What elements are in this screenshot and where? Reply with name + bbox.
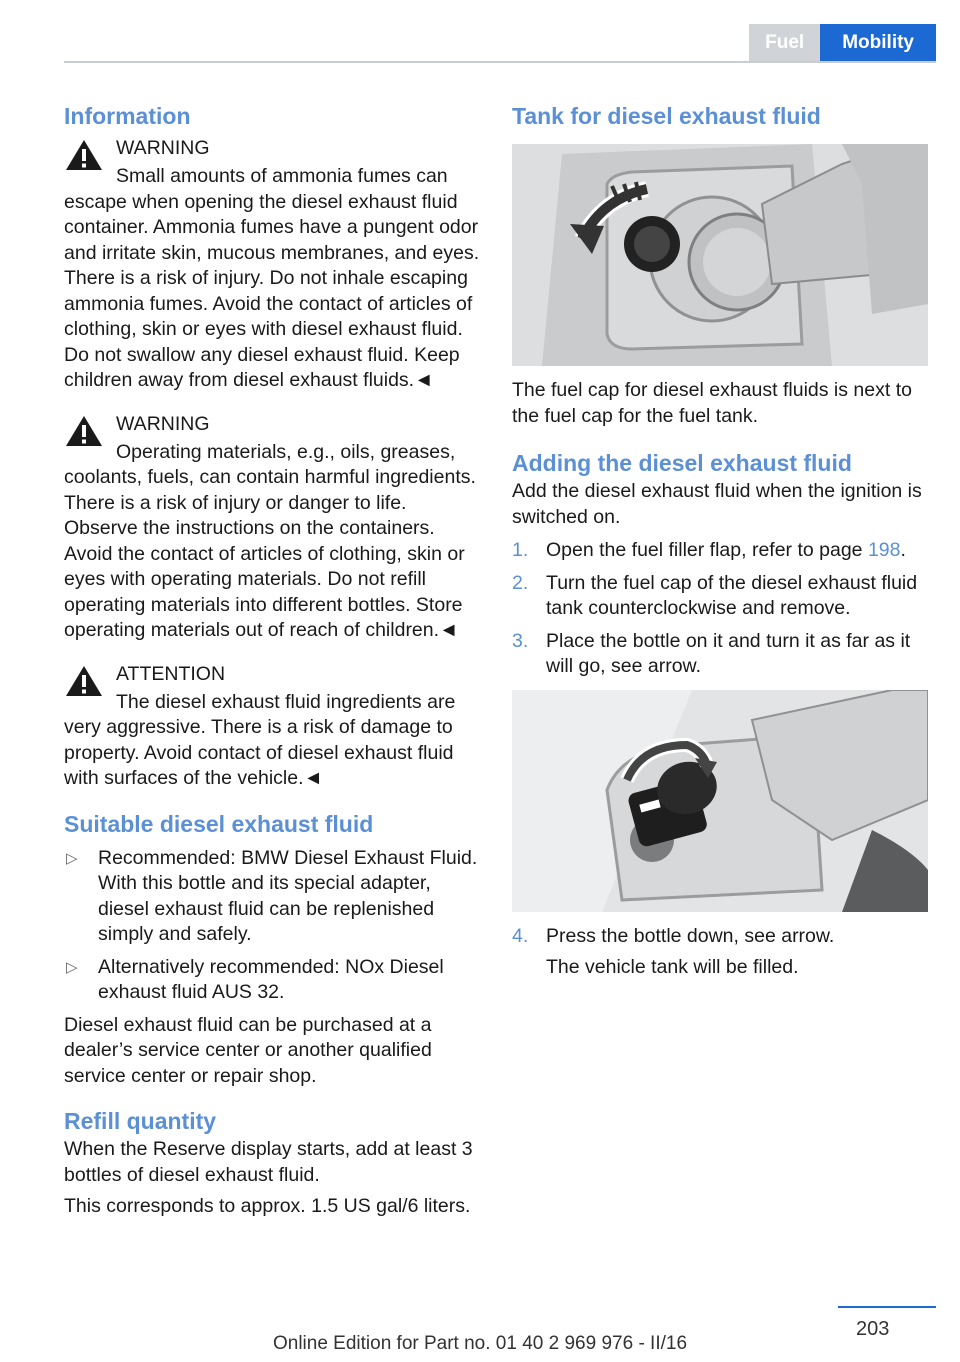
attention-notice [64, 658, 480, 792]
tank-heading: Tank for diesel exhaust fluid [512, 103, 821, 129]
information-heading: Information [64, 103, 191, 129]
step-item: 1. Open the fuel filler flap, refer to page 198. [512, 539, 906, 561]
section-tabs [749, 24, 936, 62]
bottle-photo [512, 690, 928, 912]
edition-footer: Online Edition for Part no. 01 40 2 969 976 - II/16 [272, 1333, 688, 1354]
left-column [64, 100, 480, 1220]
refill-text-liters: This corresponds to approx. 1.5 US gal/6 liters. [64, 1195, 471, 1217]
footer-rule [838, 1306, 936, 1308]
refill-text: When the Reserve display starts, add at least 3 bottles of diesel exhaust fluid. [64, 1138, 473, 1186]
adding-intro: Add the diesel exhaust fluid when the ignition is switched on. [512, 480, 922, 528]
notice-text: The diesel exhaust fluid ingredients are very aggressive. There is a risk of damage to property. Avoid contact of diesel exhaust fluid with surfaces of the vehicle.◄ [64, 690, 456, 789]
step-item: 2. Turn the fuel cap of the diesel exhaust fluid tank counterclockwise and remove. [512, 571, 918, 619]
warning-icon [64, 138, 104, 172]
warning-notice-1 [64, 132, 480, 394]
warning-notice-2 [64, 408, 480, 644]
right-column [512, 100, 928, 988]
notice-label: ATTENTION [116, 662, 226, 685]
list-item: ▷ Alternatively recommended: NOx Diesel exhaust fluid AUS 32. [66, 955, 444, 1003]
notice-text: Small amounts of ammonia fumes can escape when opening the diesel exhaust fluid container. Ammonia fumes have a pungent odor and irritate skin, mucous membranes, and eyes. There is a risk of injury. Do not inhale escaping ammonia fumes. Avoid the contact of articles of clothing, skin or eyes with diesel exhaust fluid. Do not swallow any diesel exhaust fluid. Keep children away from diesel exhaust fluids.◄ [64, 165, 480, 391]
step-item: 3. Place the bottle on it and turn it as far as it will go, see arrow. [512, 629, 911, 677]
header-rule [64, 61, 936, 63]
page-link[interactable]: 198 [867, 539, 901, 561]
step-item: 4. Press the bottle down, see arrow. The vehicle tank will be filled. [512, 924, 928, 981]
notice-text: Operating materials, e.g., oils, greases, coolants, fuels, can contain harmful ingredients. There is a risk of injury or danger to life. Observe the instructions on the containers. Avoid the contact of articles of clothing, skin or eyes with operating materials. Do not refill operating materials into different bottles. Store operating materials out of reach of children.◄ [64, 440, 476, 641]
adding-steps [512, 538, 928, 680]
fuel-cap-photo [512, 144, 928, 366]
tab-fuel[interactable]: Fuel [749, 24, 820, 62]
warning-icon [64, 664, 104, 698]
tank-caption: The fuel cap for diesel exhaust fluids is next to the fuel cap for the fuel tank. [512, 379, 912, 427]
tab-mobility[interactable]: Mobility [820, 24, 936, 62]
page-number: 203 [856, 1318, 890, 1340]
adding-steps-continued [512, 924, 928, 981]
refill-heading: Refill quantity [64, 1108, 217, 1134]
notice-label: WARNING [116, 137, 210, 159]
purchase-text: Diesel exhaust fluid can be purchased at a dealer’s service center or another qualified service center or repair shop. [64, 1013, 432, 1087]
bullet-triangle-icon: ▷ [66, 958, 78, 976]
list-item: ▷ Recommended: BMW Diesel Exhaust Fluid. With this bottle and its special adapter, diesel exhaust fluid can be replenished simply and safely. [66, 846, 478, 945]
notice-label: WARNING [116, 412, 210, 435]
suitable-heading: Suitable diesel exhaust fluid [64, 810, 374, 837]
adding-heading: Adding the diesel exhaust fluid [512, 450, 852, 476]
step-result: The vehicle tank will be filled. [546, 956, 799, 978]
warning-icon [64, 414, 104, 448]
bullet-triangle-icon: ▷ [66, 849, 78, 867]
suitable-list [64, 846, 480, 1006]
